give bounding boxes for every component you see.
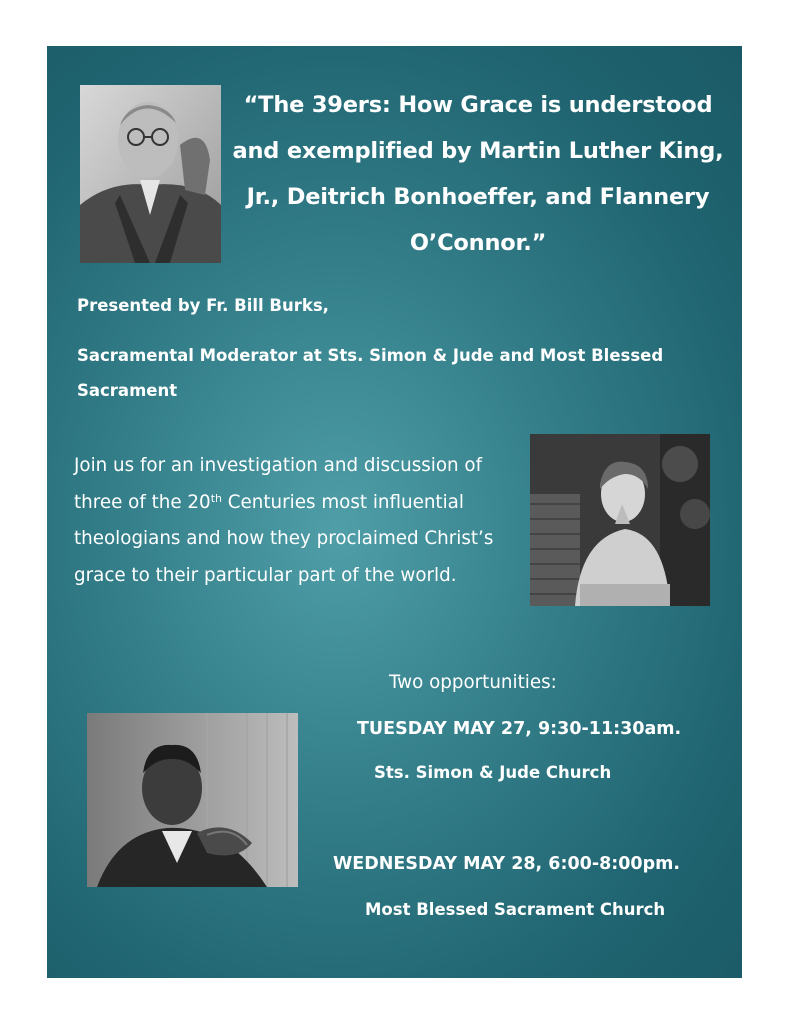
- description-text-start: Join us for an investigation and discussion of three of the 20: [74, 455, 483, 513]
- flyer: [47, 46, 742, 978]
- session-1-datetime: TUESDAY MAY 27, 9:30-11:30am.: [357, 719, 682, 739]
- opportunities-heading: Two opportunities:: [389, 672, 557, 693]
- mlk-photo: [87, 713, 298, 887]
- presenter-name: Presented by Fr. Bill Burks,: [77, 296, 329, 315]
- session-2-datetime: WEDNESDAY MAY 28, 6:00-8:00pm.: [333, 854, 681, 874]
- oconnor-photo: [530, 434, 710, 606]
- description-superscript: th: [210, 491, 222, 505]
- bonhoeffer-photo: [80, 85, 221, 263]
- event-description: [74, 448, 534, 594]
- presenter-role: Sacramental Moderator at Sts. Simon & Jude and Most Blessed Sacrament: [77, 346, 664, 400]
- event-title: “The 39ers: How Grace is understood and exemplified by Martin Luther King, Jr., Deitrich Bonhoeffer, and Flannery O’Connor.”: [232, 92, 724, 256]
- session-1-location: Sts. Simon & Jude Church: [374, 763, 612, 782]
- session-2-location: Most Blessed Sacrament Church: [365, 900, 666, 919]
- description-text-end: Centuries most influential theologians and how they proclaimed Christ’s grace to their particular part of the world.: [74, 491, 494, 586]
